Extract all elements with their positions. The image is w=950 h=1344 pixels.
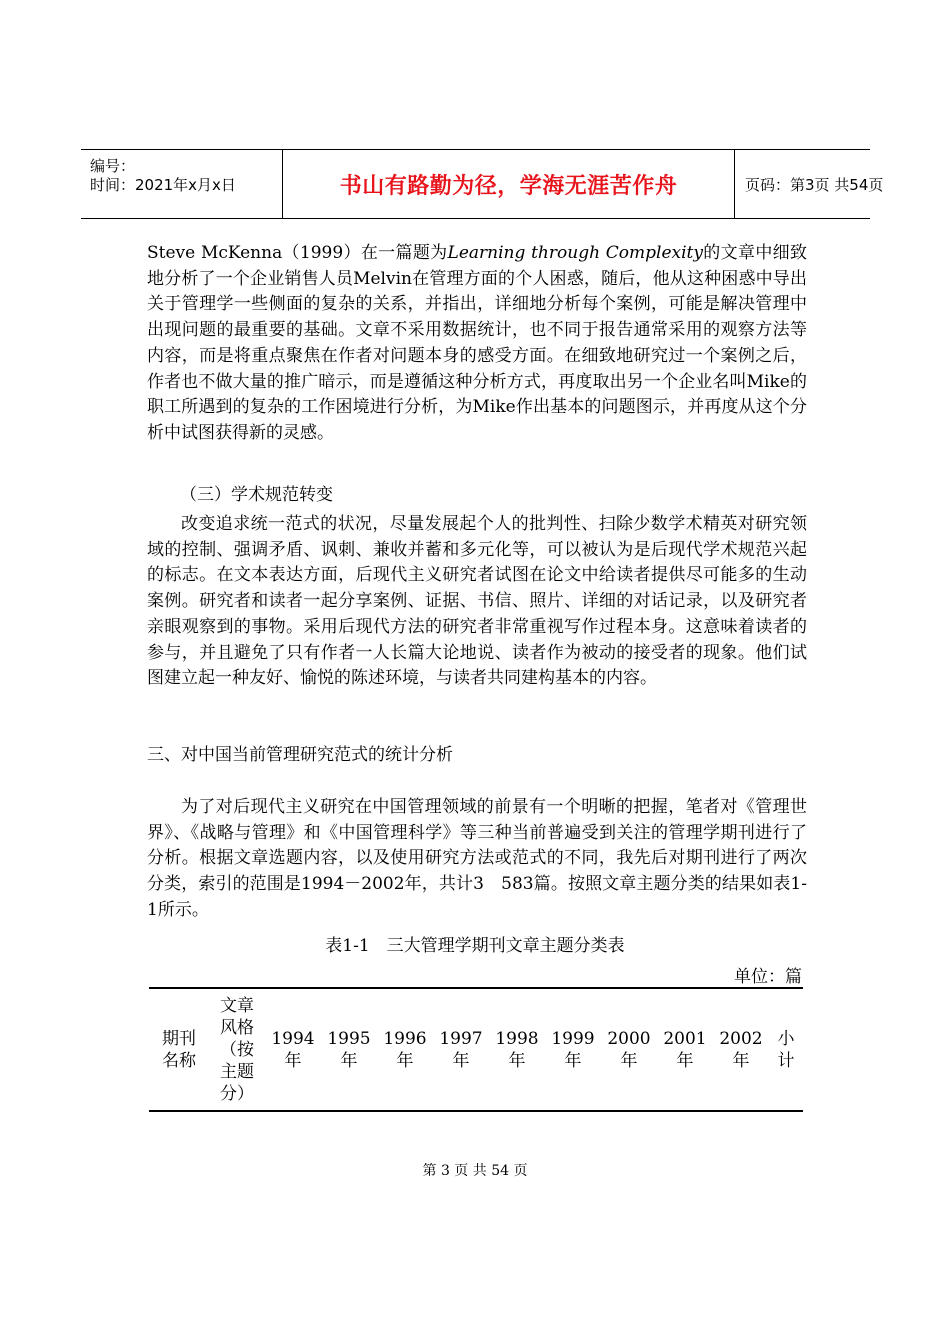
year-value: 2001: [663, 1028, 707, 1049]
year-suffix: 年: [396, 1050, 414, 1071]
section-heading-3: 三、对中国当前管理研究范式的统计分析: [147, 745, 453, 765]
topic-classification-table: [149, 987, 803, 1112]
table-unit: 单位：篇: [734, 967, 802, 987]
year-suffix: 年: [284, 1050, 302, 1071]
year-suffix: 年: [340, 1050, 358, 1071]
year-value: 1996: [383, 1028, 427, 1049]
header-year-2002: [713, 989, 769, 1110]
year-value: 2000: [607, 1028, 651, 1049]
year-value: 1997: [439, 1028, 483, 1049]
motto-text: 书山有路勤为径，学海无涯苦作舟: [339, 173, 678, 199]
header-motto-cell: [283, 150, 735, 218]
year-suffix: 年: [620, 1050, 638, 1071]
paragraph-statistics: 为了对后现代主义研究在中国管理领域的前景有一个明晰的把握，笔者对《管理世界》、《战略与管理》和《中国管理科学》等三种当前普遍受到关注的管理学期刊进行了分析。根据文章选题内容，以及使用研究方法或范式的不同，我先后对期刊进行了两次分类，索引的范围是1994－2002年，共计3 583篇。按照文章主题分类的结果如表1-1所示。: [147, 797, 807, 920]
page-header: [81, 149, 884, 219]
header-page-code: 页码：第3页 共54页: [745, 175, 884, 194]
doc-number-label: 编号：: [90, 157, 136, 175]
header-text-line: 分）: [220, 1083, 254, 1104]
p1-text-b: 的文章中细致地分析了一个企业销售人员Melvin在管理方面的个人困惑，随后，他从这种困惑中导出关于管理学一些侧面的复杂的关系，并指出，详细地分析每个案例，可能是解决管理中出现问题的最重要的基础。文章不采用数据统计，也不同于报告通常采用的观察方法等内容，而是将重点聚焦在作者对问题本身的感受方面。在细致地研究过一个案例之后，作者也不做大量的推广暗示，而是遵循这种分析方式，再度取出另一个企业名叫Mike的职工所遇到的复杂的工作困境进行分析，为Mike作出基本的问题图示，并再度从这个分析中试图获得新的灵感。: [147, 243, 807, 443]
header-year-1999: [545, 989, 601, 1110]
paragraph-postmodern-norms: 改变追求统一范式的状况，尽量发展起个人的批判性、扫除少数学术精英对研究领域的控制、强调矛盾、讽刺、兼收并蓄和多元化等，可以被认为是后现代学术规范兴起的标志。在文本表达方面，后现代主义研究者试图在论文中给读者提供尽可能多的生动案例。研究者和读者一起分享案例、证据、书信、照片、详细的对话记录，以及研究者亲眼观察到的事物。采用后现代方法的研究者非常重视写作过程本身。这意味着读者的参与，并且避免了只有作者一人长篇大论地说、读者作为被动的接受者的现象。他们试图建立起一种友好、愉悦的陈述环境，与读者共同建构基本的内容。: [147, 514, 807, 689]
year-suffix: 年: [452, 1050, 470, 1071]
header-subtotal: [769, 989, 803, 1110]
year-suffix: 年: [676, 1050, 694, 1071]
year-suffix: 年: [564, 1050, 582, 1071]
p1-text-a: Steve McKenna（1999）在一篇题为: [147, 243, 448, 263]
header-text-line: 名称: [162, 1050, 196, 1071]
year-value: 1998: [495, 1028, 539, 1049]
table-caption: 表1-1 三大管理学期刊文章主题分类表: [325, 936, 625, 956]
header-text-line: 文章: [220, 995, 254, 1016]
header-year-1994: [265, 989, 321, 1110]
year-value: 1999: [551, 1028, 595, 1049]
header-text-line: 计: [777, 1050, 795, 1071]
page-footer: 第 3 页 共 54 页: [422, 1163, 528, 1179]
doc-time-label: 时间：2021年x月x日: [90, 176, 236, 194]
paragraph-mckenna: [147, 241, 807, 447]
header-text-line: 期刊: [162, 1028, 196, 1049]
header-meta: [81, 150, 283, 218]
header-year-2001: [657, 989, 713, 1110]
header-article-style: [209, 989, 265, 1110]
year-suffix: 年: [732, 1050, 750, 1071]
header-year-1996: [377, 989, 433, 1110]
header-text-line: 主题: [220, 1061, 254, 1082]
year-suffix: 年: [508, 1050, 526, 1071]
header-text-line: （按: [220, 1039, 254, 1060]
header-year-2000: [601, 989, 657, 1110]
header-text-line: 风格: [220, 1017, 254, 1038]
year-value: 2002: [719, 1028, 763, 1049]
header-text-line: 小: [777, 1028, 795, 1049]
article-title: Learning through Complexity: [447, 243, 703, 263]
subheading-academic-norms: （三）学术规范转变: [180, 485, 333, 505]
header-year-1997: [433, 989, 489, 1110]
header-journal-name: [149, 989, 209, 1110]
header-year-1998: [489, 989, 545, 1110]
year-value: 1994: [271, 1028, 315, 1049]
year-value: 1995: [327, 1028, 371, 1049]
header-year-1995: [321, 989, 377, 1110]
